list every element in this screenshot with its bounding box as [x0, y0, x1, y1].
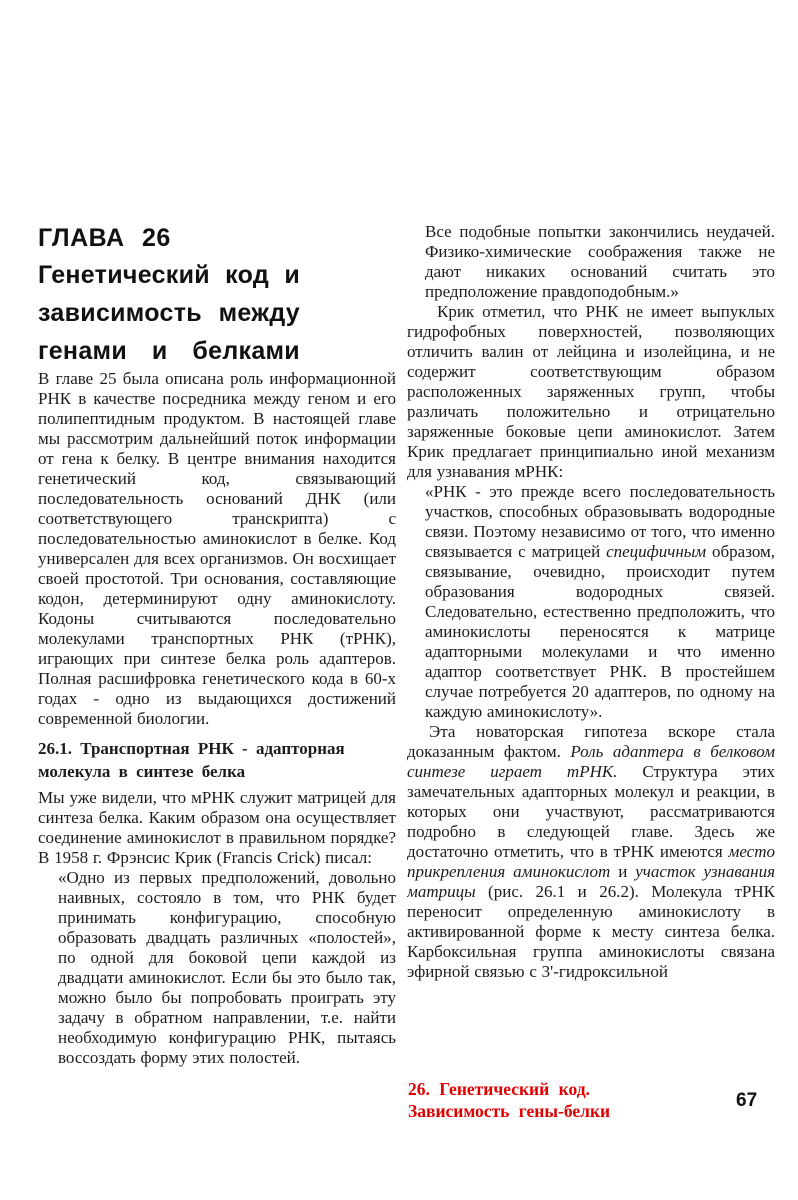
paragraph-text: и	[610, 862, 636, 881]
paragraph-emphasis: Роль адаптера в белковом синтезе играет тРНК.	[407, 742, 775, 781]
intro-paragraph: В главе 25 была описана роль информационной РНК в качестве посредника между геном и его полипептидным продуктом. В настоящей главе мы рассмотрим дальнейший поток информации от гена к белку. В центре внимания находится генетический код, связывающий последовательность оснований ДНК (или соответствующего транскрипта) с последовательностью аминокислот в белке. Код универсален для всех организмов. Он восхищает своей простотой. Три основания, составляющие кодон, детерминируют одну аминокислоту. Кодоны считываются последовательно молекулами транспортных РНК (тРНК), играющих при синтезе белка роль адаптеров. Полная расшифровка генетического кода в 60-х годах - одно из выдающихся достижений современной биологии.	[38, 369, 396, 728]
section-heading	[38, 737, 396, 783]
quote-text: «РНК - это прежде всего последовательность участков, способных образовывать водородные связи. Поэтому независимо от того, что именно связывается с матрицей	[425, 482, 775, 561]
quote-text: образом, связывание, очевидно, происходит путем образования водородных связей. Следовательно, естественно предположить, что аминокислоты переносятся к матрице адапторными молекулами и что именно адаптор соответствует РНК. В простейшем случае потребуется 20 адаптеров, по одному на каждую аминокислоту».	[425, 542, 775, 721]
running-footer	[408, 1078, 668, 1122]
section-heading-line: молекула в синтезе белка	[38, 762, 246, 781]
chapter-title-word: между	[218, 299, 300, 327]
quote-emphasis: специфичным	[606, 542, 707, 561]
page-number: 67	[736, 1090, 758, 1111]
chapter-title-word: и	[151, 337, 168, 365]
chapter-title-word: зависимость	[38, 299, 202, 327]
running-footer-line: Зависимость гены-белки	[408, 1101, 611, 1121]
paragraph-emphasis: участок узнавания матрицы	[407, 862, 775, 901]
paragraph-emphasis: место прикрепления аминокислот	[407, 842, 775, 881]
right-column	[407, 222, 775, 982]
chapter-title-word: код	[225, 261, 270, 289]
chapter-title-word: генами	[38, 337, 127, 365]
running-footer-line: 26. Генетический код.	[408, 1079, 590, 1099]
left-column	[38, 369, 396, 1068]
paragraph-text: Структура этих замечательных адапторных молекул и реакции, в которых они участвуют, рассматриваются подробно в следующей главе. Здесь же достаточно отметить, что в тРНК имеются	[407, 762, 775, 861]
chapter-title-word: белками	[192, 337, 300, 365]
chapter-title-word: и	[284, 261, 300, 289]
chapter-heading	[38, 224, 318, 370]
section-heading-line: 26.1. Транспортная РНК - адапторная	[38, 739, 345, 758]
chapter-title-line	[38, 332, 300, 370]
paragraph-text: (рис. 26.1 и 26.2). Молекула тРНК переносит определенную аминокислоту в активированной форме к месту синтеза белка. Карбоксильная группа аминокислоты связана эфирной связью с 3'-гидроксильной	[407, 882, 775, 981]
chapter-title-line	[38, 294, 300, 332]
chapter-label: ГЛАВА 26	[38, 224, 171, 252]
chapter-title-word: Генетический	[38, 261, 210, 289]
crick-quote-continuation: Все подобные попытки закончились неудачей. Физико-химические соображения также не дают никаких оснований считать это предположение правдоподобным.»	[425, 222, 775, 301]
section-paragraph: Мы уже видели, что мРНК служит матрицей для синтеза белка. Каким образом она осуществляет соединение аминокислот в правильном порядке? В 1958 г. Фрэнсис Крик (Francis Crick) писал:	[38, 788, 396, 867]
crick-quote-part1: «Одно из первых предположений, довольно наивных, состояло в том, что РНК будет принимать конфигурацию, способную образовать двадцать различных «полостей», по одной для боковой цепи каждой из двадцати аминокислот. Если бы это было так, можно было бы попробовать проиграть эту задачу в обратном направлении, т.е. найти необходимую конфигурацию РНК, пытаясь воссоздать форму этих полостей.	[58, 868, 396, 1067]
body-paragraph	[407, 722, 775, 982]
paragraph-text: Эта новаторская гипотеза вскоре стала доказанным фактом.	[407, 722, 775, 761]
chapter-title-line	[38, 256, 300, 294]
body-paragraph: Крик отметил, что РНК не имеет выпуклых гидрофобных поверхностей, позволяющих отличить валин от лейцина и изолейцина, и не содержит соответствующим образом расположенных заряженных групп, чтобы различать положительно и отрицательно заряженные боковые цепи аминокислот. Затем Крик предлагает принципиально иной механизм для узнавания мРНК:	[407, 302, 775, 481]
crick-quote-part2	[425, 482, 775, 722]
